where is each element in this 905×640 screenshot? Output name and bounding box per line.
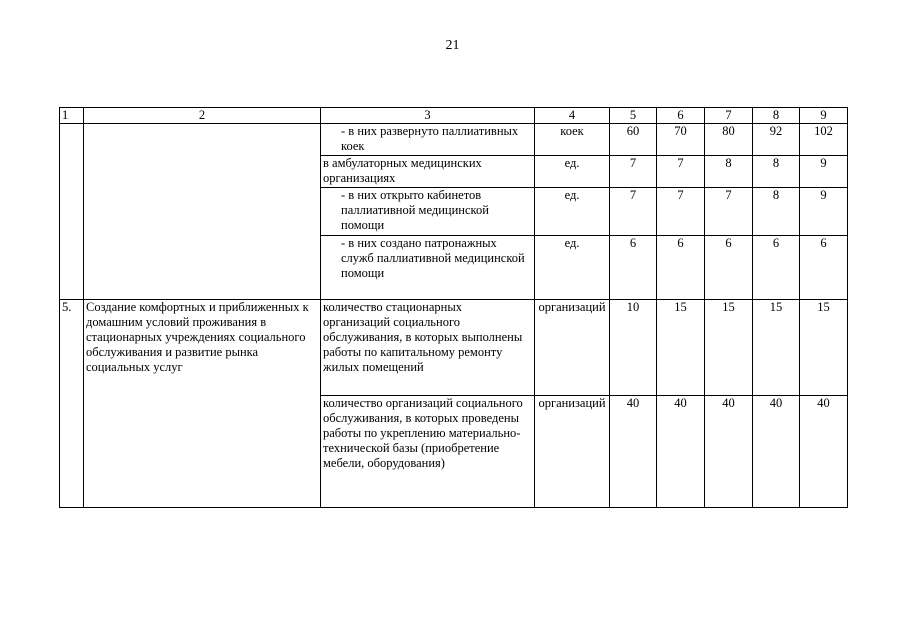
value-cell: 6 [753, 236, 800, 300]
header-cell: 4 [535, 108, 610, 124]
header-cell: 8 [753, 108, 800, 124]
value-cell: 10 [610, 300, 657, 396]
value-cell: 9 [800, 156, 848, 188]
unit-cell: ед. [535, 156, 610, 188]
value-cell: 80 [705, 124, 753, 156]
indicator-cell: количество организаций социального обслуживания, в которых проведены работы по укреплению материально-технической базы (приобретение мебели, оборудования) [321, 396, 535, 508]
header-cell: 3 [321, 108, 535, 124]
unit-cell: коек [535, 124, 610, 156]
page-number: 21 [445, 38, 460, 53]
header-cell: 1 [60, 108, 84, 124]
value-cell: 15 [705, 300, 753, 396]
table-row [60, 124, 848, 156]
indicator-cell: в амбулаторных медицинских организациях [321, 156, 535, 188]
value-cell: 7 [705, 188, 753, 236]
task-cell: Создание комфортных и приближенных к домашним условий проживания в стационарных учреждениях социального обслуживания и развитие рынка социальных услуг [84, 300, 321, 508]
table-header-row [60, 108, 848, 124]
value-cell: 102 [800, 124, 848, 156]
value-cell: 8 [753, 188, 800, 236]
unit-cell: ед. [535, 188, 610, 236]
task-cell [84, 124, 321, 300]
value-cell: 7 [610, 188, 657, 236]
value-cell: 40 [610, 396, 657, 508]
indicator-cell: количество стационарных организаций социального обслуживания, в которых выполнены работы по капитальному ремонту жилых помещений [321, 300, 535, 396]
value-cell: 6 [657, 236, 705, 300]
value-cell: 6 [800, 236, 848, 300]
value-cell: 9 [800, 188, 848, 236]
value-cell: 15 [753, 300, 800, 396]
header-cell: 5 [610, 108, 657, 124]
value-cell: 7 [610, 156, 657, 188]
value-cell: 8 [705, 156, 753, 188]
indicator-cell: - в них развернуто паллиативных коек [321, 124, 535, 156]
value-cell: 40 [657, 396, 705, 508]
value-cell: 15 [800, 300, 848, 396]
value-cell: 15 [657, 300, 705, 396]
value-cell: 60 [610, 124, 657, 156]
header-cell: 9 [800, 108, 848, 124]
value-cell: 40 [705, 396, 753, 508]
value-cell: 6 [610, 236, 657, 300]
indicator-cell: - в них создано патронажных служб паллиативной медицинской помощи [321, 236, 535, 300]
value-cell: 92 [753, 124, 800, 156]
value-cell: 70 [657, 124, 705, 156]
header-cell: 7 [705, 108, 753, 124]
unit-cell: ед. [535, 236, 610, 300]
value-cell: 6 [705, 236, 753, 300]
row-number-cell [60, 124, 84, 300]
value-cell: 40 [800, 396, 848, 508]
indicator-cell: - в них открыто кабинетов паллиативной медицинской помощи [321, 188, 535, 236]
value-cell: 7 [657, 188, 705, 236]
header-cell: 2 [84, 108, 321, 124]
value-cell: 40 [753, 396, 800, 508]
table-row [60, 300, 848, 396]
value-cell: 7 [657, 156, 705, 188]
indicators-table [59, 107, 848, 508]
value-cell: 8 [753, 156, 800, 188]
unit-cell: организаций [535, 396, 610, 508]
row-number-cell: 5. [60, 300, 84, 508]
unit-cell: организаций [535, 300, 610, 396]
header-cell: 6 [657, 108, 705, 124]
